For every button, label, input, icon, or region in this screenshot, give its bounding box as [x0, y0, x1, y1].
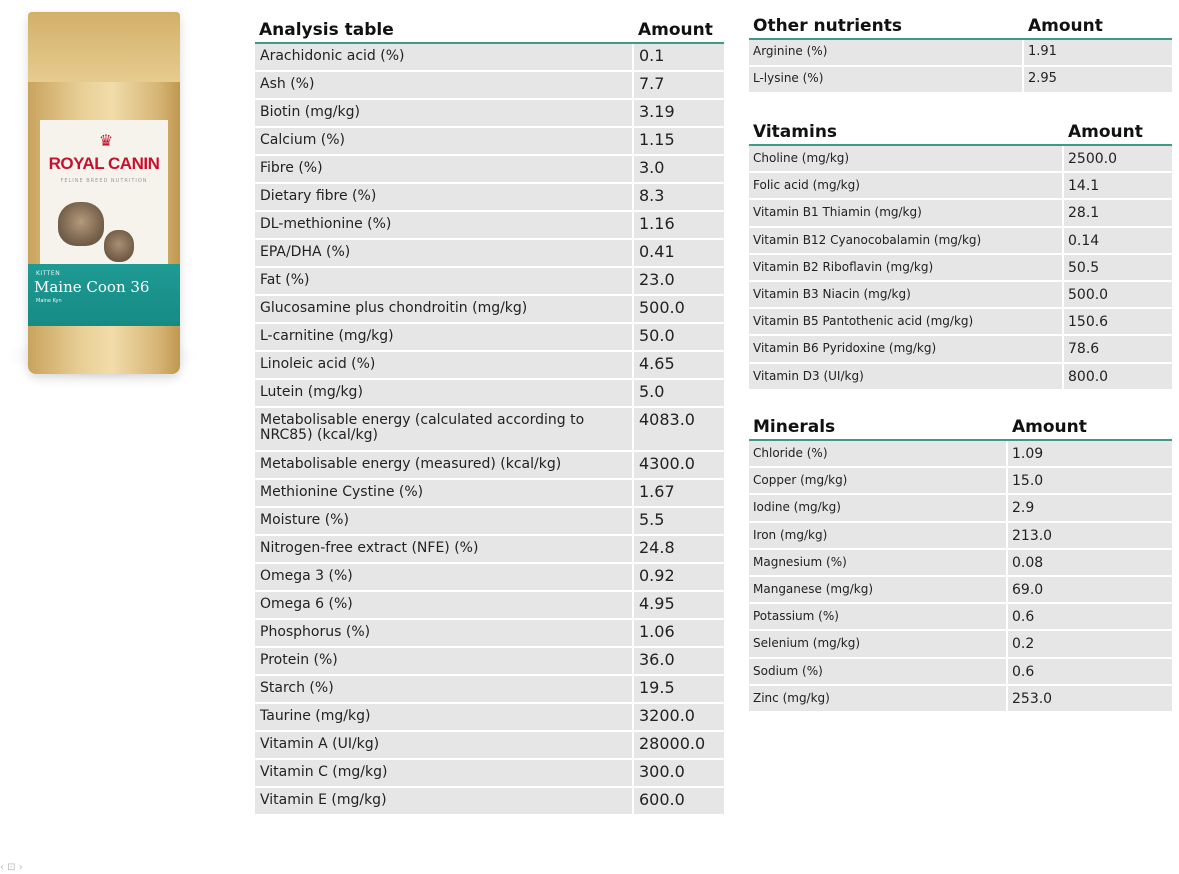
table-row: [255, 564, 724, 592]
table-row: [255, 352, 724, 380]
vitamins-rows: [749, 146, 1172, 391]
nutrient-name: Chloride (%): [749, 441, 1008, 468]
nutrient-name: Vitamin B1 Thiamin (mg/kg): [749, 200, 1064, 227]
product-image: [0, 0, 200, 390]
table-row: [749, 686, 1172, 713]
table-row: [749, 495, 1172, 522]
nutrient-name: Zinc (mg/kg): [749, 686, 1008, 713]
table-row: [255, 296, 724, 324]
bag-top: [28, 12, 180, 82]
nutrient-name: Vitamin B6 Pyridoxine (mg/kg): [749, 336, 1064, 363]
table-row: [255, 212, 724, 240]
nutrient-name: Arachidonic acid (%): [255, 44, 634, 72]
table-row: [255, 620, 724, 648]
nutrient-name: Vitamin E (mg/kg): [255, 788, 634, 816]
table-row: [255, 408, 724, 452]
table-row: [749, 282, 1172, 309]
nutrient-name: Metabolisable energy (calculated according to NRC85) (kcal/kg): [255, 408, 634, 452]
table-row: [255, 44, 724, 72]
nutrient-name: Vitamin A (UI/kg): [255, 732, 634, 760]
nutrient-name: Nitrogen-free extract (NFE) (%): [255, 536, 634, 564]
table-row: [255, 240, 724, 268]
nutrient-amount: 0.6: [1008, 604, 1172, 631]
analysis-header-name: Analysis table: [255, 12, 634, 44]
nutrient-amount: 0.92: [634, 564, 724, 592]
other-nutrients-table: [749, 10, 1172, 94]
table-row: [749, 468, 1172, 495]
nutrient-amount: 2.95: [1024, 67, 1172, 94]
nutrient-name: L-lysine (%): [749, 67, 1024, 94]
nutrient-name: EPA/DHA (%): [255, 240, 634, 268]
nutrient-name: Manganese (mg/kg): [749, 577, 1008, 604]
nutrient-amount: 150.6: [1064, 309, 1172, 336]
table-row: [749, 228, 1172, 255]
minerals-header-name: Minerals: [749, 411, 1008, 441]
table-row: [255, 156, 724, 184]
nutrient-amount: 15.0: [1008, 468, 1172, 495]
minerals-header-amount: Amount: [1008, 411, 1172, 441]
nutrient-amount: 1.67: [634, 480, 724, 508]
table-row: [749, 631, 1172, 658]
nutrient-name: Vitamin B2 Riboflavin (mg/kg): [749, 255, 1064, 282]
table-row: [749, 336, 1172, 363]
nutrient-amount: 1.91: [1024, 40, 1172, 67]
nutrient-name: Vitamin D3 (UI/kg): [749, 364, 1064, 391]
table-row: [255, 268, 724, 296]
nutrient-amount: 7.7: [634, 72, 724, 100]
nutrient-name: Arginine (%): [749, 40, 1024, 67]
nutrient-name: Vitamin B12 Cyanocobalamin (mg/kg): [749, 228, 1064, 255]
product-line-tag: KITTEN: [36, 270, 61, 277]
brand-logo: ROYAL CANIN: [48, 154, 160, 173]
nutrient-amount: 0.1: [634, 44, 724, 72]
table-row: [255, 676, 724, 704]
nutrient-name: Biotin (mg/kg): [255, 100, 634, 128]
nutrient-amount: 800.0: [1064, 364, 1172, 391]
nutrient-amount: 4.95: [634, 592, 724, 620]
product-name-band: [28, 264, 180, 326]
crown-icon: ♛: [98, 131, 114, 150]
nutrient-amount: 14.1: [1064, 173, 1172, 200]
table-row: [749, 523, 1172, 550]
nutrient-amount: 0.08: [1008, 550, 1172, 577]
nutrient-amount: 5.5: [634, 508, 724, 536]
nutrient-name: Protein (%): [255, 648, 634, 676]
nutrient-name: Linoleic acid (%): [255, 352, 634, 380]
nutrient-name: Iron (mg/kg): [749, 523, 1008, 550]
table-row: [749, 364, 1172, 391]
nutrient-amount: 253.0: [1008, 686, 1172, 713]
nutrient-name: Calcium (%): [255, 128, 634, 156]
nutrient-name: Magnesium (%): [749, 550, 1008, 577]
nutrient-name: Vitamin B5 Pantothenic acid (mg/kg): [749, 309, 1064, 336]
nutrient-amount: 1.09: [1008, 441, 1172, 468]
table-row: [255, 128, 724, 156]
nutrient-name: Selenium (mg/kg): [749, 631, 1008, 658]
table-row: [749, 550, 1172, 577]
nutrient-amount: 19.5: [634, 676, 724, 704]
nutrient-amount: 5.0: [634, 380, 724, 408]
nutrient-name: Vitamin C (mg/kg): [255, 760, 634, 788]
nutrient-name: Moisture (%): [255, 508, 634, 536]
product-subname: Maine Kyn: [36, 298, 62, 304]
nutrient-amount: 23.0: [634, 268, 724, 296]
vitamins-header-name: Vitamins: [749, 116, 1064, 146]
nutrient-name: Ash (%): [255, 72, 634, 100]
nutrient-amount: 600.0: [634, 788, 724, 816]
nutrient-amount: 3.19: [634, 100, 724, 128]
table-row: [255, 100, 724, 128]
minerals-table: [749, 411, 1172, 713]
table-row: [749, 67, 1172, 94]
slideshow-nav-icons[interactable]: ‹ ⊡ ›: [0, 862, 23, 873]
nutrient-name: Sodium (%): [749, 659, 1008, 686]
nutrient-amount: 28.1: [1064, 200, 1172, 227]
nutrient-amount: 8.3: [634, 184, 724, 212]
nutrient-name: Taurine (mg/kg): [255, 704, 634, 732]
table-row: [749, 604, 1172, 631]
other-header-name: Other nutrients: [749, 10, 1024, 40]
nutrient-name: Starch (%): [255, 676, 634, 704]
table-row: [255, 508, 724, 536]
table-row: [749, 309, 1172, 336]
table-row: [255, 732, 724, 760]
nutrient-amount: 500.0: [634, 296, 724, 324]
table-row: [255, 324, 724, 352]
table-row: [749, 659, 1172, 686]
nutrient-name: Lutein (mg/kg): [255, 380, 634, 408]
product-bag: [28, 12, 180, 374]
nutrient-amount: 78.6: [1064, 336, 1172, 363]
nutrient-amount: 300.0: [634, 760, 724, 788]
nutrient-name: Copper (mg/kg): [749, 468, 1008, 495]
nutrient-amount: 1.16: [634, 212, 724, 240]
vitamins-header-amount: Amount: [1064, 116, 1172, 146]
nutrient-name: Folic acid (mg/kg): [749, 173, 1064, 200]
nutrient-amount: 36.0: [634, 648, 724, 676]
table-row: [255, 184, 724, 212]
nutrient-name: L-carnitine (mg/kg): [255, 324, 634, 352]
nutrient-amount: 0.2: [1008, 631, 1172, 658]
nutrient-name: Iodine (mg/kg): [749, 495, 1008, 522]
analysis-table: [255, 12, 724, 816]
table-row: [749, 577, 1172, 604]
nutrient-name: Omega 6 (%): [255, 592, 634, 620]
nutrient-amount: 3200.0: [634, 704, 724, 732]
nutrient-amount: 3.0: [634, 156, 724, 184]
vitamins-table: [749, 116, 1172, 391]
nutrient-amount: 213.0: [1008, 523, 1172, 550]
nutrient-name: Vitamin B3 Niacin (mg/kg): [749, 282, 1064, 309]
minerals-rows: [749, 441, 1172, 713]
table-row: [255, 480, 724, 508]
nutrient-name: Methionine Cystine (%): [255, 480, 634, 508]
product-name: Maine Coon 36: [34, 278, 150, 296]
kitten-photo: [58, 202, 104, 246]
nutrient-name: DL-methionine (%): [255, 212, 634, 240]
nutrient-name: Glucosamine plus chondroitin (mg/kg): [255, 296, 634, 324]
other-header-amount: Amount: [1024, 10, 1172, 40]
table-row: [749, 200, 1172, 227]
kitten-photo-small: [104, 230, 134, 262]
nutrient-name: Choline (mg/kg): [749, 146, 1064, 173]
nutrient-amount: 4083.0: [634, 408, 724, 452]
nutrient-amount: 0.14: [1064, 228, 1172, 255]
analysis-header-amount: Amount: [634, 12, 724, 44]
table-row: [255, 380, 724, 408]
table-row: [749, 146, 1172, 173]
table-row: [255, 704, 724, 732]
nutrient-name: Fibre (%): [255, 156, 634, 184]
table-row: [749, 441, 1172, 468]
table-row: [255, 592, 724, 620]
nutrient-name: Fat (%): [255, 268, 634, 296]
nutrient-amount: 500.0: [1064, 282, 1172, 309]
table-row: [255, 72, 724, 100]
nutrient-amount: 24.8: [634, 536, 724, 564]
nutrient-amount: 50.0: [634, 324, 724, 352]
table-row: [255, 788, 724, 816]
nutrient-amount: 50.5: [1064, 255, 1172, 282]
other-rows: [749, 40, 1172, 94]
analysis-rows: [255, 44, 724, 816]
table-row: [255, 536, 724, 564]
nutrient-amount: 4300.0: [634, 452, 724, 480]
nutrient-amount: 2500.0: [1064, 146, 1172, 173]
table-row: [255, 648, 724, 676]
nutrient-amount: 28000.0: [634, 732, 724, 760]
nutrient-name: Dietary fibre (%): [255, 184, 634, 212]
table-row: [255, 452, 724, 480]
nutrient-amount: 0.6: [1008, 659, 1172, 686]
table-row: [749, 40, 1172, 67]
nutrient-name: Phosphorus (%): [255, 620, 634, 648]
nutrient-amount: 4.65: [634, 352, 724, 380]
table-row: [255, 760, 724, 788]
nutrient-amount: 1.15: [634, 128, 724, 156]
nutrient-amount: 2.9: [1008, 495, 1172, 522]
table-row: [749, 173, 1172, 200]
nutrient-name: Potassium (%): [749, 604, 1008, 631]
table-row: [749, 255, 1172, 282]
nutrient-name: Omega 3 (%): [255, 564, 634, 592]
brand-subtitle: FELINE BREED NUTRITION: [60, 178, 148, 184]
nutrient-amount: 1.06: [634, 620, 724, 648]
nutrient-name: Metabolisable energy (measured) (kcal/kg): [255, 452, 634, 480]
nutrient-amount: 0.41: [634, 240, 724, 268]
nutrient-amount: 69.0: [1008, 577, 1172, 604]
